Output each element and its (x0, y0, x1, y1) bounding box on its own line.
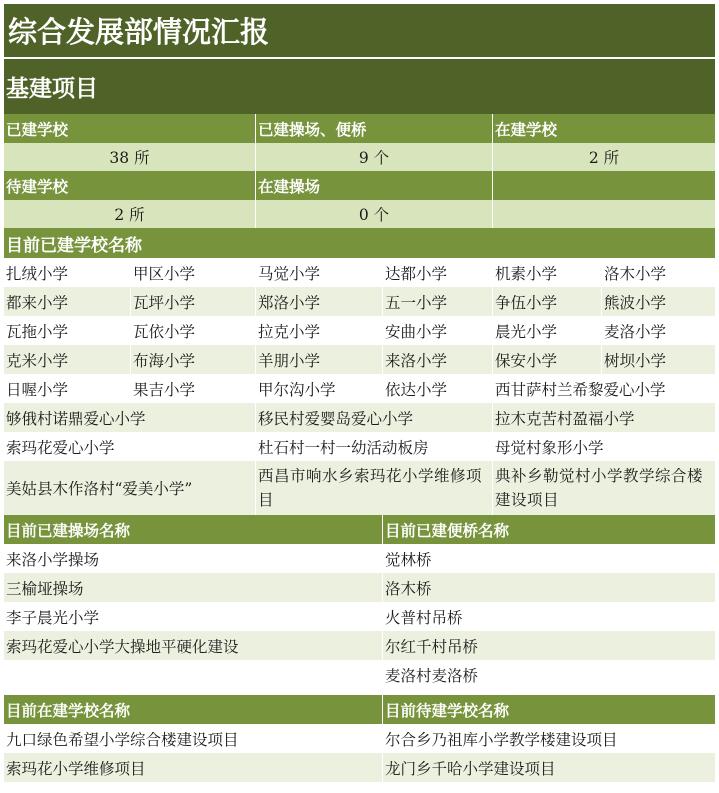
school-row (4, 316, 715, 345)
summary-header-row-2 (4, 171, 715, 200)
school-name: 布海小学 (131, 345, 256, 374)
bridge-name: 麦洛村麦洛桥 (385, 666, 479, 685)
field-name: 三榆垭操场 (4, 573, 383, 602)
pending-school-name: 龙门乡千哈小学建设项目 (385, 759, 556, 778)
school-name: 洛木小学 (604, 264, 667, 283)
header-building-schools: 在建学校 (495, 119, 558, 139)
school-name: 日喔小学 (4, 374, 131, 403)
school-name: 争伍小学 (493, 287, 602, 316)
field-name: 李子晨光小学 (4, 602, 383, 631)
pending-school-name: 尔合乡乃祖库小学教学楼建设项目 (385, 730, 618, 749)
school-name: 都来小学 (4, 287, 131, 316)
list-row (4, 631, 715, 660)
header-building-fields: 在建操场 (256, 171, 493, 200)
list-row (4, 602, 715, 631)
planned-header (4, 695, 715, 724)
school-row (4, 287, 715, 316)
school-name: 瓦拖小学 (4, 316, 131, 345)
school-name: 西甘萨村兰希黎爱心小学 (495, 380, 666, 399)
building-schools-heading: 目前在建学校名称 (4, 695, 383, 724)
school-name: 五一小学 (383, 287, 493, 316)
school-name: 移民村爱婴岛爱心小学 (256, 403, 493, 432)
school-name: 典补乡勒觉村小学教学综合楼建设项目 (495, 467, 704, 509)
building-school-name: 九口绿色希望小学综合楼建设项目 (4, 724, 383, 753)
school-name: 扎绒小学 (4, 258, 131, 287)
field-name: 来洛小学操场 (4, 544, 383, 573)
value-built-schools: 38 所 (4, 143, 256, 171)
school-row (4, 374, 715, 403)
school-row-wide (4, 403, 715, 432)
report-sheet (4, 4, 715, 782)
field-name (4, 660, 383, 689)
school-row (4, 258, 715, 287)
school-name: 树坝小学 (604, 351, 667, 370)
summary-value-row-2 (4, 200, 715, 228)
list-row (4, 724, 715, 753)
school-name: 瓦坪小学 (131, 287, 256, 316)
school-name: 美姑县木作洛村“爱美小学” (4, 461, 256, 515)
school-name: 果吉小学 (131, 374, 256, 403)
school-row-wide (4, 432, 715, 461)
bridge-name: 洛木桥 (385, 579, 432, 598)
fields-bridges-header (4, 515, 715, 544)
school-name: 晨光小学 (493, 316, 602, 345)
school-name: 克米小学 (4, 345, 131, 374)
school-name: 甲尔沟小学 (256, 374, 383, 403)
school-name: 索玛花爱心小学 (4, 432, 256, 461)
value-building-fields: 0 个 (256, 200, 493, 228)
school-name: 甲区小学 (131, 258, 256, 287)
list-row (4, 660, 715, 689)
school-name: 羊朋小学 (256, 345, 383, 374)
bridge-name: 尔红千村吊桥 (385, 637, 479, 656)
list-row (4, 753, 715, 782)
value-empty (493, 200, 715, 228)
pending-schools-heading: 目前待建学校名称 (385, 700, 510, 720)
list-row (4, 573, 715, 602)
school-name: 够俄村诺鼎爱心小学 (4, 403, 256, 432)
built-schools-heading: 目前已建学校名称 (4, 228, 715, 258)
school-name: 麦洛小学 (604, 322, 667, 341)
school-name: 机素小学 (493, 258, 602, 287)
value-pending-schools: 2 所 (4, 200, 256, 228)
built-fields-heading: 目前已建操场名称 (4, 515, 383, 544)
school-name: 安曲小学 (383, 316, 493, 345)
school-name: 达都小学 (383, 258, 493, 287)
built-bridges-heading: 目前已建便桥名称 (385, 520, 510, 540)
value-building-schools: 2 所 (588, 149, 620, 167)
building-school-name: 索玛花小学维修项目 (4, 753, 383, 782)
school-row-wide (4, 461, 715, 515)
school-name: 来洛小学 (383, 345, 493, 374)
header-built-schools: 已建学校 (4, 114, 256, 143)
bridge-name: 觉林桥 (385, 550, 432, 569)
bridge-name: 火普村吊桥 (385, 608, 463, 627)
school-name: 熊波小学 (604, 293, 667, 312)
school-name: 拉克小学 (256, 316, 383, 345)
header-empty (493, 171, 715, 200)
section-title: 基建项目 (4, 57, 715, 114)
school-name: 母觉村象形小学 (495, 438, 604, 457)
school-name: 拉木克苦村盈福小学 (495, 409, 635, 428)
value-built-fields-bridges: 9 个 (256, 143, 493, 171)
school-row (4, 345, 715, 374)
school-name: 依达小学 (383, 374, 493, 403)
school-name: 西昌市响水乡索玛花小学维修项目 (256, 461, 493, 515)
school-name: 保安小学 (493, 345, 602, 374)
header-built-fields-bridges: 已建操场、便桥 (256, 114, 493, 143)
summary-header-row-1 (4, 114, 715, 143)
school-name: 瓦依小学 (131, 316, 256, 345)
school-name: 杜石村一村一幼活动板房 (256, 432, 493, 461)
page-title: 综合发展部情况汇报 (4, 4, 715, 57)
school-name: 马觉小学 (256, 258, 383, 287)
list-row (4, 544, 715, 573)
field-name: 索玛花爱心小学大操地平硬化建设 (4, 631, 383, 660)
school-name: 郑洛小学 (256, 287, 383, 316)
summary-value-row-1 (4, 143, 715, 171)
header-pending-schools: 待建学校 (4, 171, 256, 200)
